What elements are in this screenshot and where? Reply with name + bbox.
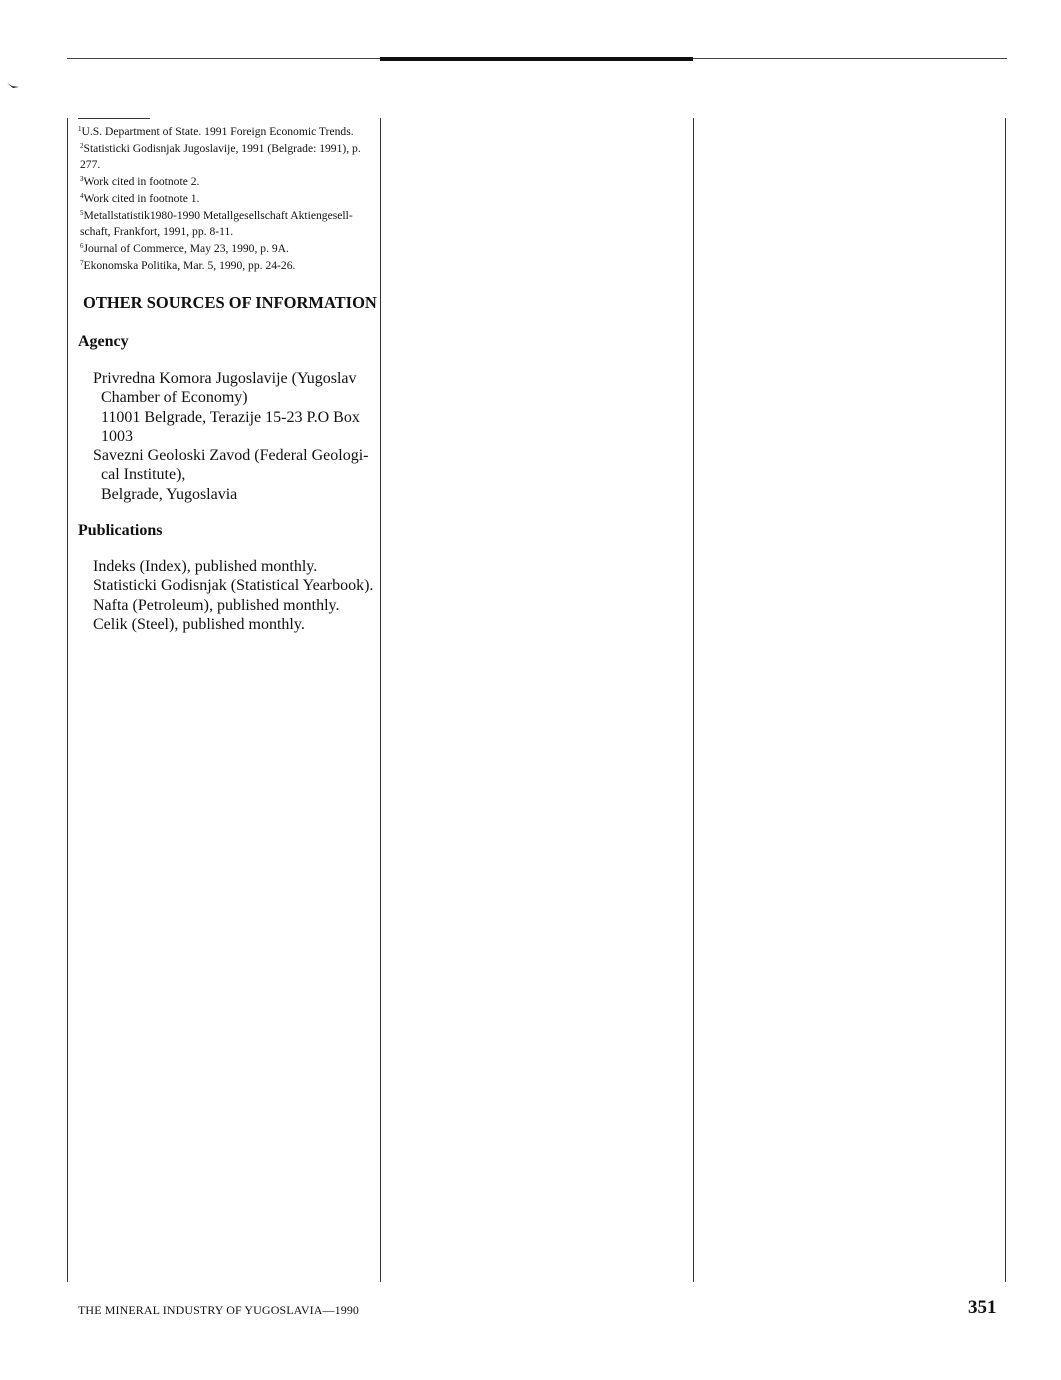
footnote-rule (78, 118, 150, 119)
column-divider-2 (693, 118, 694, 1282)
agency-line: Privredna Komora Jugoslavije (Yugoslav (93, 370, 357, 387)
footnote-7: $^7$Ekonomska Politika, Mar. 5, 1990, pp. 24-26. (80, 259, 296, 273)
footnote-3: $^3$Work cited in footnote 2. (80, 174, 200, 188)
publications-heading: Publications (78, 522, 163, 539)
agency-list (93, 369, 375, 504)
publication-item: Statisticki Godisnjak (Statistical Yearbook). (93, 577, 374, 595)
page-number: 351 (968, 1297, 997, 1318)
agency-line: 1003 (101, 427, 133, 445)
footnote-2: $^2$Statisticki Godisnjak Jugoslavije, 1991 (Belgrade: 1991), p. 277. (80, 142, 361, 171)
agency-heading: Agency (78, 333, 129, 350)
footnote-4: $^4$Work cited in footnote 1. (80, 192, 200, 206)
column-divider-1 (380, 118, 381, 1282)
agency-line: Savezni Geoloski Zavod (Federal Geologi- (93, 447, 369, 465)
agency-line: cal Institute), (101, 466, 186, 484)
agency-line: 11001 Belgrade, Terazije 15-23 P.O Box (101, 408, 360, 426)
publication-item: Nafta (Petroleum), published monthly. (93, 596, 340, 614)
top-rule-accent (380, 57, 693, 61)
footnote-5: $^5$Metallstatistik1980-1990 Metallgesellschaft Aktiengesell-schaft, Frankfort, 1991, pp. 8-11. (80, 209, 353, 238)
column-divider-right (1005, 118, 1006, 1282)
agency-line: Chamber of Economy) (101, 389, 248, 407)
section-title: OTHER SOURCES OF INFORMATION (83, 293, 377, 312)
scan-mark-icon (6, 80, 20, 90)
column-divider-left (67, 118, 68, 1282)
footnote-1: $^1$U.S. Department of State. 1991 Foreign Economic Trends. (78, 125, 354, 138)
running-footer: THE MINERAL INDUSTRY OF YUGOSLAVIA—1990 (78, 1303, 360, 1317)
footnotes (78, 122, 374, 274)
publication-item: Indeks (Index), published monthly. (93, 558, 318, 575)
footnote-6: $^6$Journal of Commerce, May 23, 1990, p. 9A. (80, 242, 289, 256)
publication-item: Celik (Steel), published monthly. (93, 615, 305, 633)
publications-list (93, 557, 378, 634)
agency-line: Belgrade, Yugoslavia (101, 485, 238, 503)
